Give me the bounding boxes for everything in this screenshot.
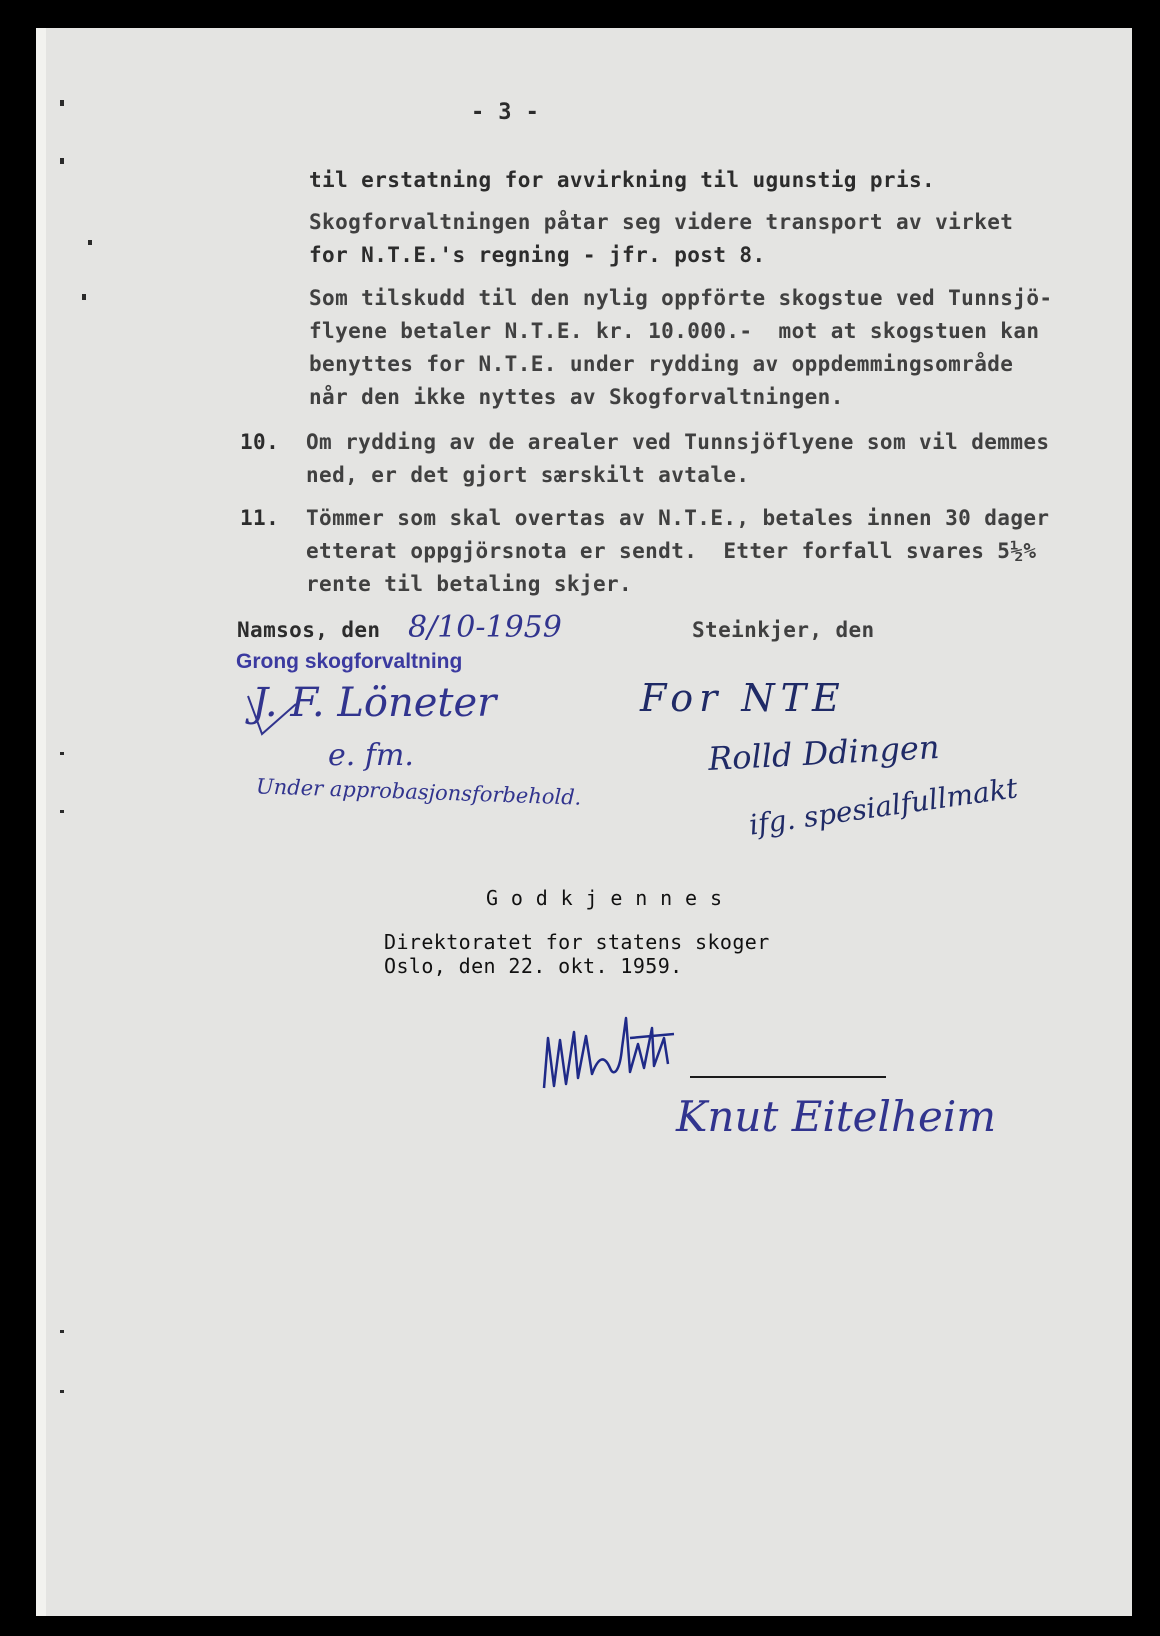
signature-rule <box>690 1076 886 1078</box>
left-handwritten-date: 8/10-1959 <box>408 610 562 645</box>
margin-mark <box>60 752 64 755</box>
body-line-7: når den ikke nyttes av Skogforvaltningen. <box>309 385 844 409</box>
left-handwritten-signature: J. F. Löneter <box>252 680 497 726</box>
right-handwritten-for: For NTE <box>640 676 846 720</box>
margin-mark <box>82 294 86 300</box>
left-place-label: Namsos, den <box>237 618 381 642</box>
approval-org: Direktoratet for statens skoger <box>384 930 770 954</box>
margin-mark <box>60 810 64 813</box>
item-11-line-1: Tömmer som skal overtas av N.T.E., betales innen 30 dager <box>306 506 1050 530</box>
item-11-line-2: etterat oppgjörsnota er sendt. Etter forfall svares 5½% <box>306 539 1037 563</box>
item-number-10: 10. <box>240 430 280 454</box>
margin-mark <box>60 100 64 106</box>
margin-mark <box>60 158 64 164</box>
left-handwritten-note: Under approbasjonsforbehold. <box>255 774 582 810</box>
page-number: - 3 - <box>471 100 540 125</box>
approval-heading: G o d k j e n n e s <box>486 886 723 910</box>
body-line-4: Som tilskudd til den nylig oppförte skogstue ved Tunnsjö- <box>309 286 1053 310</box>
right-handwritten-title: ifg. spesialfullmakt <box>747 771 1020 842</box>
signature-flourish-icon <box>244 690 304 740</box>
item-10-line-1: Om rydding av de arealer ved Tunnsjöflyene som vil demmes <box>306 430 1050 454</box>
margin-mark <box>60 1330 64 1333</box>
right-place-label: Steinkjer, den <box>692 618 875 642</box>
body-line-6: benyttes for N.T.E. under rydding av oppdemmingsområde <box>309 352 1014 376</box>
approval-handwritten-signature: Knut Eitelheim <box>676 1092 997 1141</box>
item-10-line-2: ned, er det gjort særskilt avtale. <box>306 463 750 487</box>
body-line-2: Skogforvaltningen påtar seg videre transport av virket <box>309 210 1014 234</box>
margin-mark <box>88 240 92 245</box>
item-11-line-3: rente til betaling skjer. <box>306 572 633 596</box>
body-line-1: til erstatning for avvirkning til ugunstig pris. <box>309 168 936 192</box>
body-line-5: flyene betaler N.T.E. kr. 10.000.- mot at skogstuen kan <box>309 319 1040 343</box>
grong-stamp: Grong skogforvaltning <box>236 650 463 673</box>
margin-mark <box>60 1390 64 1393</box>
director-signature-icon <box>534 1008 694 1098</box>
left-handwritten-eps: e. fm. <box>328 738 414 773</box>
body-line-3: for N.T.E.'s regning - jfr. post 8. <box>309 243 766 267</box>
approval-place-date: Oslo, den 22. okt. 1959. <box>384 954 683 978</box>
document-page <box>36 28 1132 1616</box>
item-number-11: 11. <box>240 506 280 530</box>
right-handwritten-signature: Rolld Ddingen <box>707 727 941 779</box>
